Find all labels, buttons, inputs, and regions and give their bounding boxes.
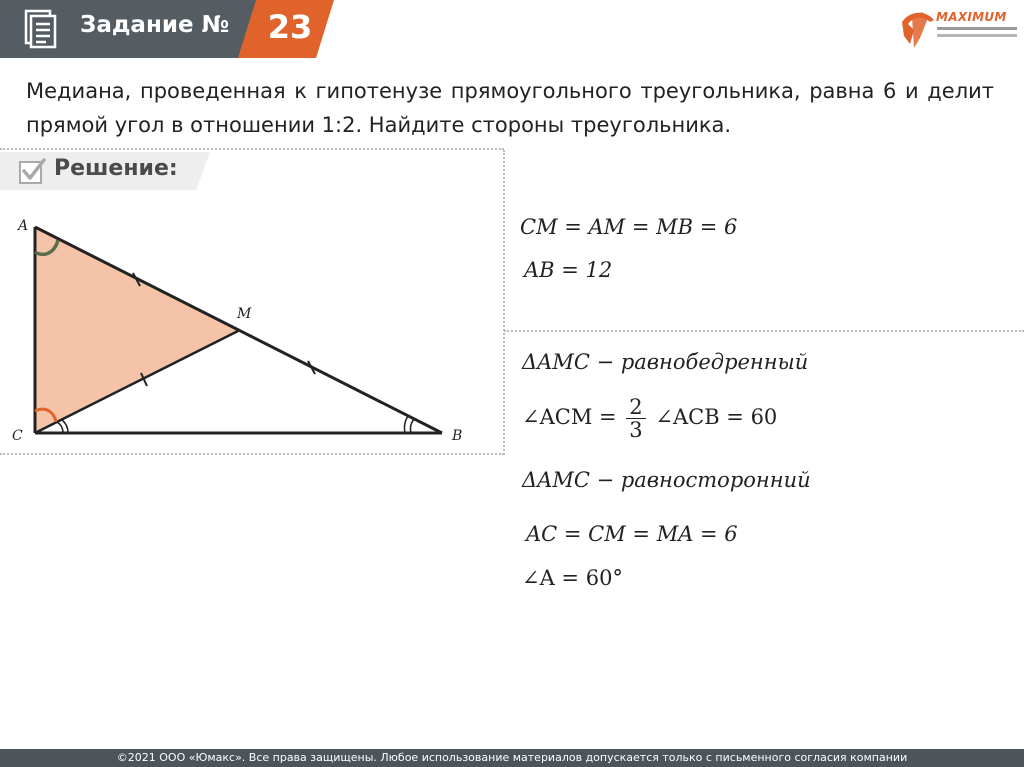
divider [0,148,504,150]
math-line-4-left: ∠ACM = [522,405,617,429]
divider [504,330,1024,332]
math-line-3: ΔAMC − равнобедренный [522,350,809,374]
logo-text: MAXIMUM [936,10,1007,24]
fraction-denominator: 3 [629,418,643,442]
point-label-b: B [452,428,463,444]
problem-text: Медиана, проведенная к гипотенузе прямоугольного треугольника, равна 6 и делит прямой угол в отношении 1:2. Найдите стороны треугольника. [26,79,994,137]
triangle-figure [0,200,504,455]
math-line-6: AC = CM = MA = 6 [526,522,738,546]
checkbox-check-icon [18,157,46,185]
logo-subtitle-line [937,27,1017,30]
point-label-m: M [237,306,252,322]
footer-copyright: ©2021 ООО «Юмакс». Все права защищены. Любое использование материалов допускается только с письменного согласия компании [0,749,1024,767]
fraction [626,396,645,441]
triangle-amc-fill [35,227,238,433]
header [0,0,1024,62]
point-label-c: C [12,428,23,444]
angle-arc-b-double [404,416,408,433]
math-line-1: CM = AM = MB = 6 [520,215,738,239]
task-label: Задание № [80,12,230,38]
math-line-4-right: ∠ACB = 60 [655,405,778,429]
math-line-4 [522,396,777,441]
point-label-a: A [18,218,29,234]
task-number: 23 [267,8,313,46]
math-line-5: ΔAMC − равносторонний [522,468,811,492]
math-line-2: AB = 12 [524,258,613,282]
logo-subtitle-line [937,34,1017,37]
document-icon [22,9,58,49]
angle-arc-b-double [410,419,414,433]
math-line-7: ∠A = 60° [522,566,623,590]
angle-arc-c-double [57,422,63,433]
fraction-numerator: 2 [626,396,645,419]
solution-label: Решение: [54,156,178,181]
